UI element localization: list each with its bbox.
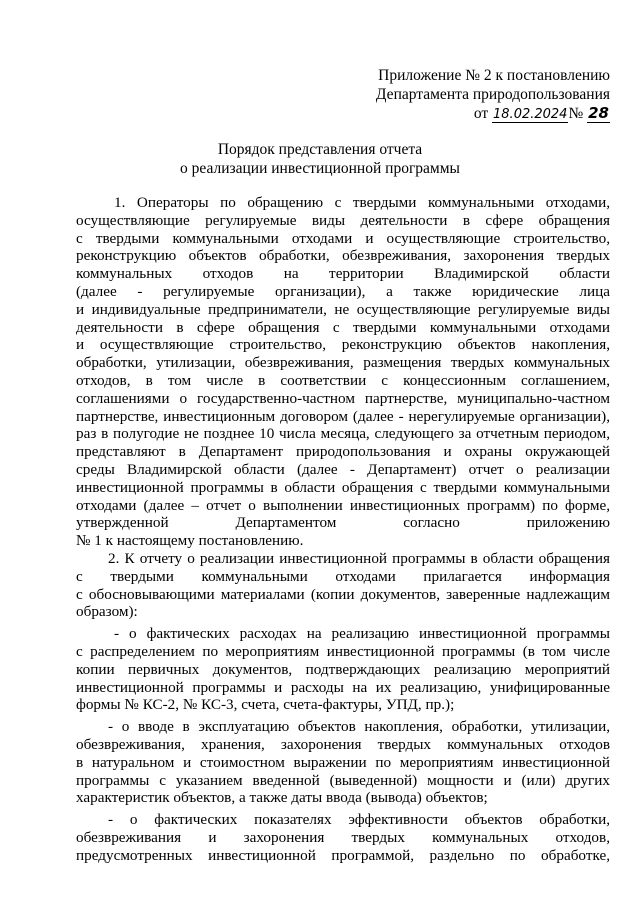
paragraph-line: образом): (76, 603, 138, 621)
paragraph-line: партнерстве, инвестиционным договором (далее - нерегулируемые организации), (76, 407, 610, 425)
paragraph-line: программы с указанием введенной (выведенной) мощности и (или) других (76, 771, 610, 789)
paragraph-line: предусмотренных инвестиционной программой, раздельно по обработке, (76, 846, 610, 864)
paragraph-2 (76, 550, 610, 621)
paragraph-line: 2. К отчету о реализации инвестиционной программы в области обращения (108, 549, 610, 567)
appendix-department: Департамента природопользования (375, 86, 610, 103)
appendix-title: Приложение № 2 к постановлению (378, 67, 610, 84)
paragraph-line: - о фактических показателях эффективности объектов обработки, (108, 811, 610, 829)
paragraph-line: представляют в Департамент природопользования и охраны окружающей (76, 443, 610, 461)
paragraph-line: коммунальных отходов на территории Владимирской области (76, 265, 610, 283)
paragraph-line: раз в полугодие не позднее 10 числа месяца, следующего за отчетным периодом, (76, 425, 610, 443)
paragraph-line: - о вводе в эксплуатацию объектов накопления, обработки, утилизации, (108, 718, 610, 736)
paragraph-line: инвестиционной программы в области обращения с твердыми коммунальными (76, 478, 610, 496)
paragraph-line: осуществляющие регулируемые виды деятельности в сфере обращения (76, 211, 610, 229)
document-title (0, 140, 640, 178)
paragraph-line: (далее - регулируемые организации), а также юридические лица (76, 282, 610, 300)
paragraph-line: с твердыми коммунальными отходами и осуществляющие строительство, (76, 229, 610, 247)
paragraph-line: с обосновывающими материалами (копии документов, заверенные надлежащим (76, 585, 610, 603)
paragraph-line: инвестиционной программы и расходы на их реализацию, унифицированные (76, 678, 610, 696)
paragraph-line: и осуществляющие строительство, реконструкцию объектов накопления, (76, 336, 610, 354)
appendix-header (360, 66, 610, 124)
paragraph-line: обезвреживания, хранения, захоронения твердых коммунальных отходов (76, 735, 610, 753)
date-prefix: от (473, 105, 489, 122)
appendix-date-number (360, 104, 610, 124)
paragraph-line: деятельности в сфере обращения с твердыми коммунальными отходами (76, 318, 610, 336)
paragraph-line: формы № КС-2, № КС-3, счета, счета-фактуры, УПД, пр.); (76, 696, 455, 714)
paragraph-line: копии первичных документов, подтверждающих реализацию мероприятий (76, 660, 610, 678)
number-prefix: № (568, 105, 584, 122)
paragraph-line: с твердыми коммунальными отходами прилагается информация (76, 567, 610, 585)
list-item-efficiency (76, 811, 610, 864)
paragraph-line: в натуральном и стоимостном выражении по мероприятиям инвестиционной (76, 753, 610, 771)
paragraph-1 (76, 194, 610, 550)
paragraph-line: отходов, в том числе в соответствии с концессионным соглашением, (76, 371, 610, 389)
list-item-expenses (76, 625, 610, 714)
paragraph-line: соглашениями о государственно-частном партнерстве, муниципально-частном (76, 389, 610, 407)
paragraph-line: утвержденной Департаментом согласно приложению (76, 514, 610, 532)
handwritten-date: 18.02.2024 (493, 107, 568, 122)
paragraph-line: с распределением по мероприятиям инвестиционной программы (в том числе (76, 642, 610, 660)
paragraph-line: отходами (далее – отчет о выполнении инвестиционных программ) по форме, (76, 496, 610, 514)
paragraph-line: обезвреживания и захоронения твердых коммунальных отходов, (76, 828, 610, 846)
handwritten-number: 28 (588, 104, 609, 122)
paragraph-line: 1. Операторы по обращению с твердыми коммунальными отходами, (114, 194, 610, 211)
paragraph-line: № 1 к настоящему постановлению. (76, 532, 304, 550)
document-body (76, 194, 610, 864)
title-line-1: Порядок представления отчета (217, 141, 423, 158)
paragraph-line: и индивидуальные предприниматели, не осуществляющие регулируемые виды (76, 300, 610, 318)
paragraph-line: обработки, утилизации, обезвреживания, размещения твердых коммунальных (76, 354, 610, 372)
title-line-2: о реализации инвестиционной программы (180, 160, 460, 177)
paragraph-line: - о фактических расходах на реализацию инвестиционной программы (114, 625, 610, 643)
paragraph-line: характеристик объектов, а также даты ввода (вывода) объектов; (76, 789, 488, 807)
list-item-commissioning (76, 718, 610, 807)
paragraph-line: реконструкцию объектов обработки, обезвреживания, захоронения твердых (76, 247, 610, 265)
paragraph-line: среды Владимирской области (далее - Департамент) отчет о реализации (76, 460, 610, 478)
